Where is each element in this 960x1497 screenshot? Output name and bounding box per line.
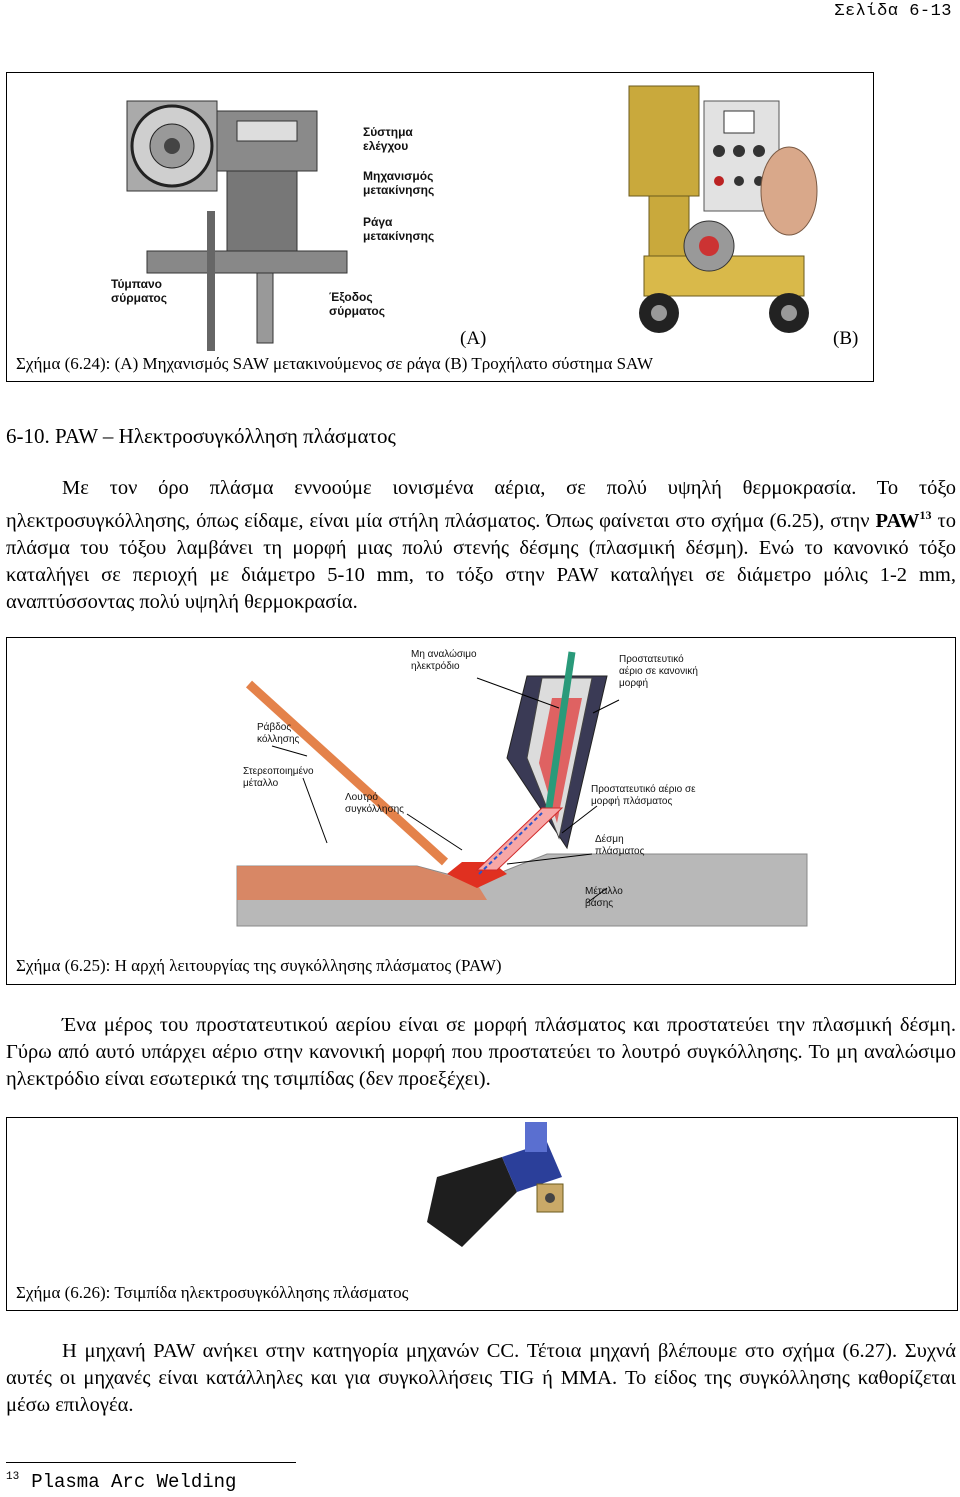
label-filler-rod: Ράβδος κόλλησης [257,722,300,745]
label-control-system: Σύστημα ελέγχου [363,125,413,153]
label-moving-mechanism: Μηχανισμός μετακίνησης [363,169,435,197]
figure-6-26-caption: Σχήμα (6.26): Τσιμπίδα ηλεκτροσυγκόλλησης πλάσματος [16,1283,409,1302]
saw-trolley-illustration [619,81,819,351]
paw-principle-diagram [7,638,955,938]
label-rail: Ράγα μετακίνησης [363,215,435,243]
footnote-text: Plasma Arc Welding [31,1471,237,1493]
saw-rail-mechanism-illustration [107,91,367,351]
paw-term: PAW [875,509,920,532]
label-shield-plasma: Προστατευτικό αέριο σε μορφή πλάσματος [591,784,696,807]
label-a: (A) [460,328,487,349]
paragraph-shielding [6,1012,956,1093]
label-weld-pool: Λουτρό συγκόλλησης [345,792,405,815]
label-electrode: Μη αναλώσιμο ηλεκτρόδιο [411,649,477,672]
footnote-ref: 13 [919,508,932,522]
plasma-torch-illustration [407,1122,577,1262]
footnote [6,1471,236,1493]
label-wire-output: Έξοδος σύρματος [329,290,385,318]
label-plasma-beam: Δέσμη πλάσματος [595,834,645,857]
paragraph-1-text-a: Με τον όρο πλάσμα εννοούμε ιονισμένα αέρια, σε πολύ υψηλή θερμοκρασία. Το τόξο ηλεκτροσυγκόλλησης, όπως είδαμε, είναι μία στήλη πλάσματος. Όπως φαίνεται στο σχήμα (6.25), στην [6,477,956,532]
label-shield-normal: Προστατευτικό αέριο σε κανονική μορφή [619,654,698,689]
footnote-divider [6,1462,296,1463]
paragraph-plasma-intro [6,475,956,616]
section-title: 6-10. PAW – Ηλεκτροσυγκόλληση πλάσματος [6,424,396,448]
paragraph-1-text-b: το πλάσμα του τόξου λαμβάνει τη μορφή μιας πολύ στενής δέσμης (πλασμική δέσμη). Ενώ το κανονικό τόξο καταλήγει σε περιοχή με διάμετρο 5-10 mm, το τόξο στην PAW καταλήγει σε διάμετρο μόλις 1-2 mm, αναπτύσσοντας πολύ υψηλή θερμοκρασία. [6,509,956,613]
label-solidified-metal: Στερεοποιημένο μέταλλο [243,766,314,789]
figure-6-25 [6,637,956,985]
paragraph-2-text: Ένα μέρος του προστατευτικού αερίου είναι σε μορφή πλάσματος και προστατεύει την πλασμική δέσμη. Γύρω από αυτό υπάρχει αέριο στην κανονική μορφή που προστατεύει το λουτρό συγκόλλησης. Το μη αναλώσιμο ηλεκτρόδιο είναι εσωτερικά της τσιμπίδας (δεν προεξέχει). [6,1014,956,1090]
label-b: (B) [833,328,859,349]
figure-6-26 [6,1117,958,1311]
figure-6-24 [6,72,874,382]
label-base-metal: Μέταλλο βάσης [585,886,623,909]
label-wire-drum: Τύμπανο σύρματος [111,277,167,305]
figure-6-24-caption: Σχήμα (6.24): (A) Μηχανισμός SAW μετακινούμενος σε ράγα (B) Τροχήλατο σύστημα SAW [16,354,654,373]
figure-6-25-caption: Σχήμα (6.25): Η αρχή λειτουργίας της συγκόλλησης πλάσματος (PAW) [16,956,502,975]
page-header: Σελίδα 6-13 [834,2,952,21]
paragraph-3-text: Η μηχανή PAW ανήκει στην κατηγορία μηχανών CC. Τέτοια μηχανή βλέπουμε στο σχήμα (6.27). Συχνά αυτές οι μηχανές είναι κατάλληλες και για συγκολλήσεις TIG ή MMA. Το είδος της συγκόλλησης καθορίζεται μέσω επιλογέα. [6,1340,956,1416]
footnote-number: 13 [6,1471,20,1483]
paragraph-paw-machine [6,1338,956,1419]
